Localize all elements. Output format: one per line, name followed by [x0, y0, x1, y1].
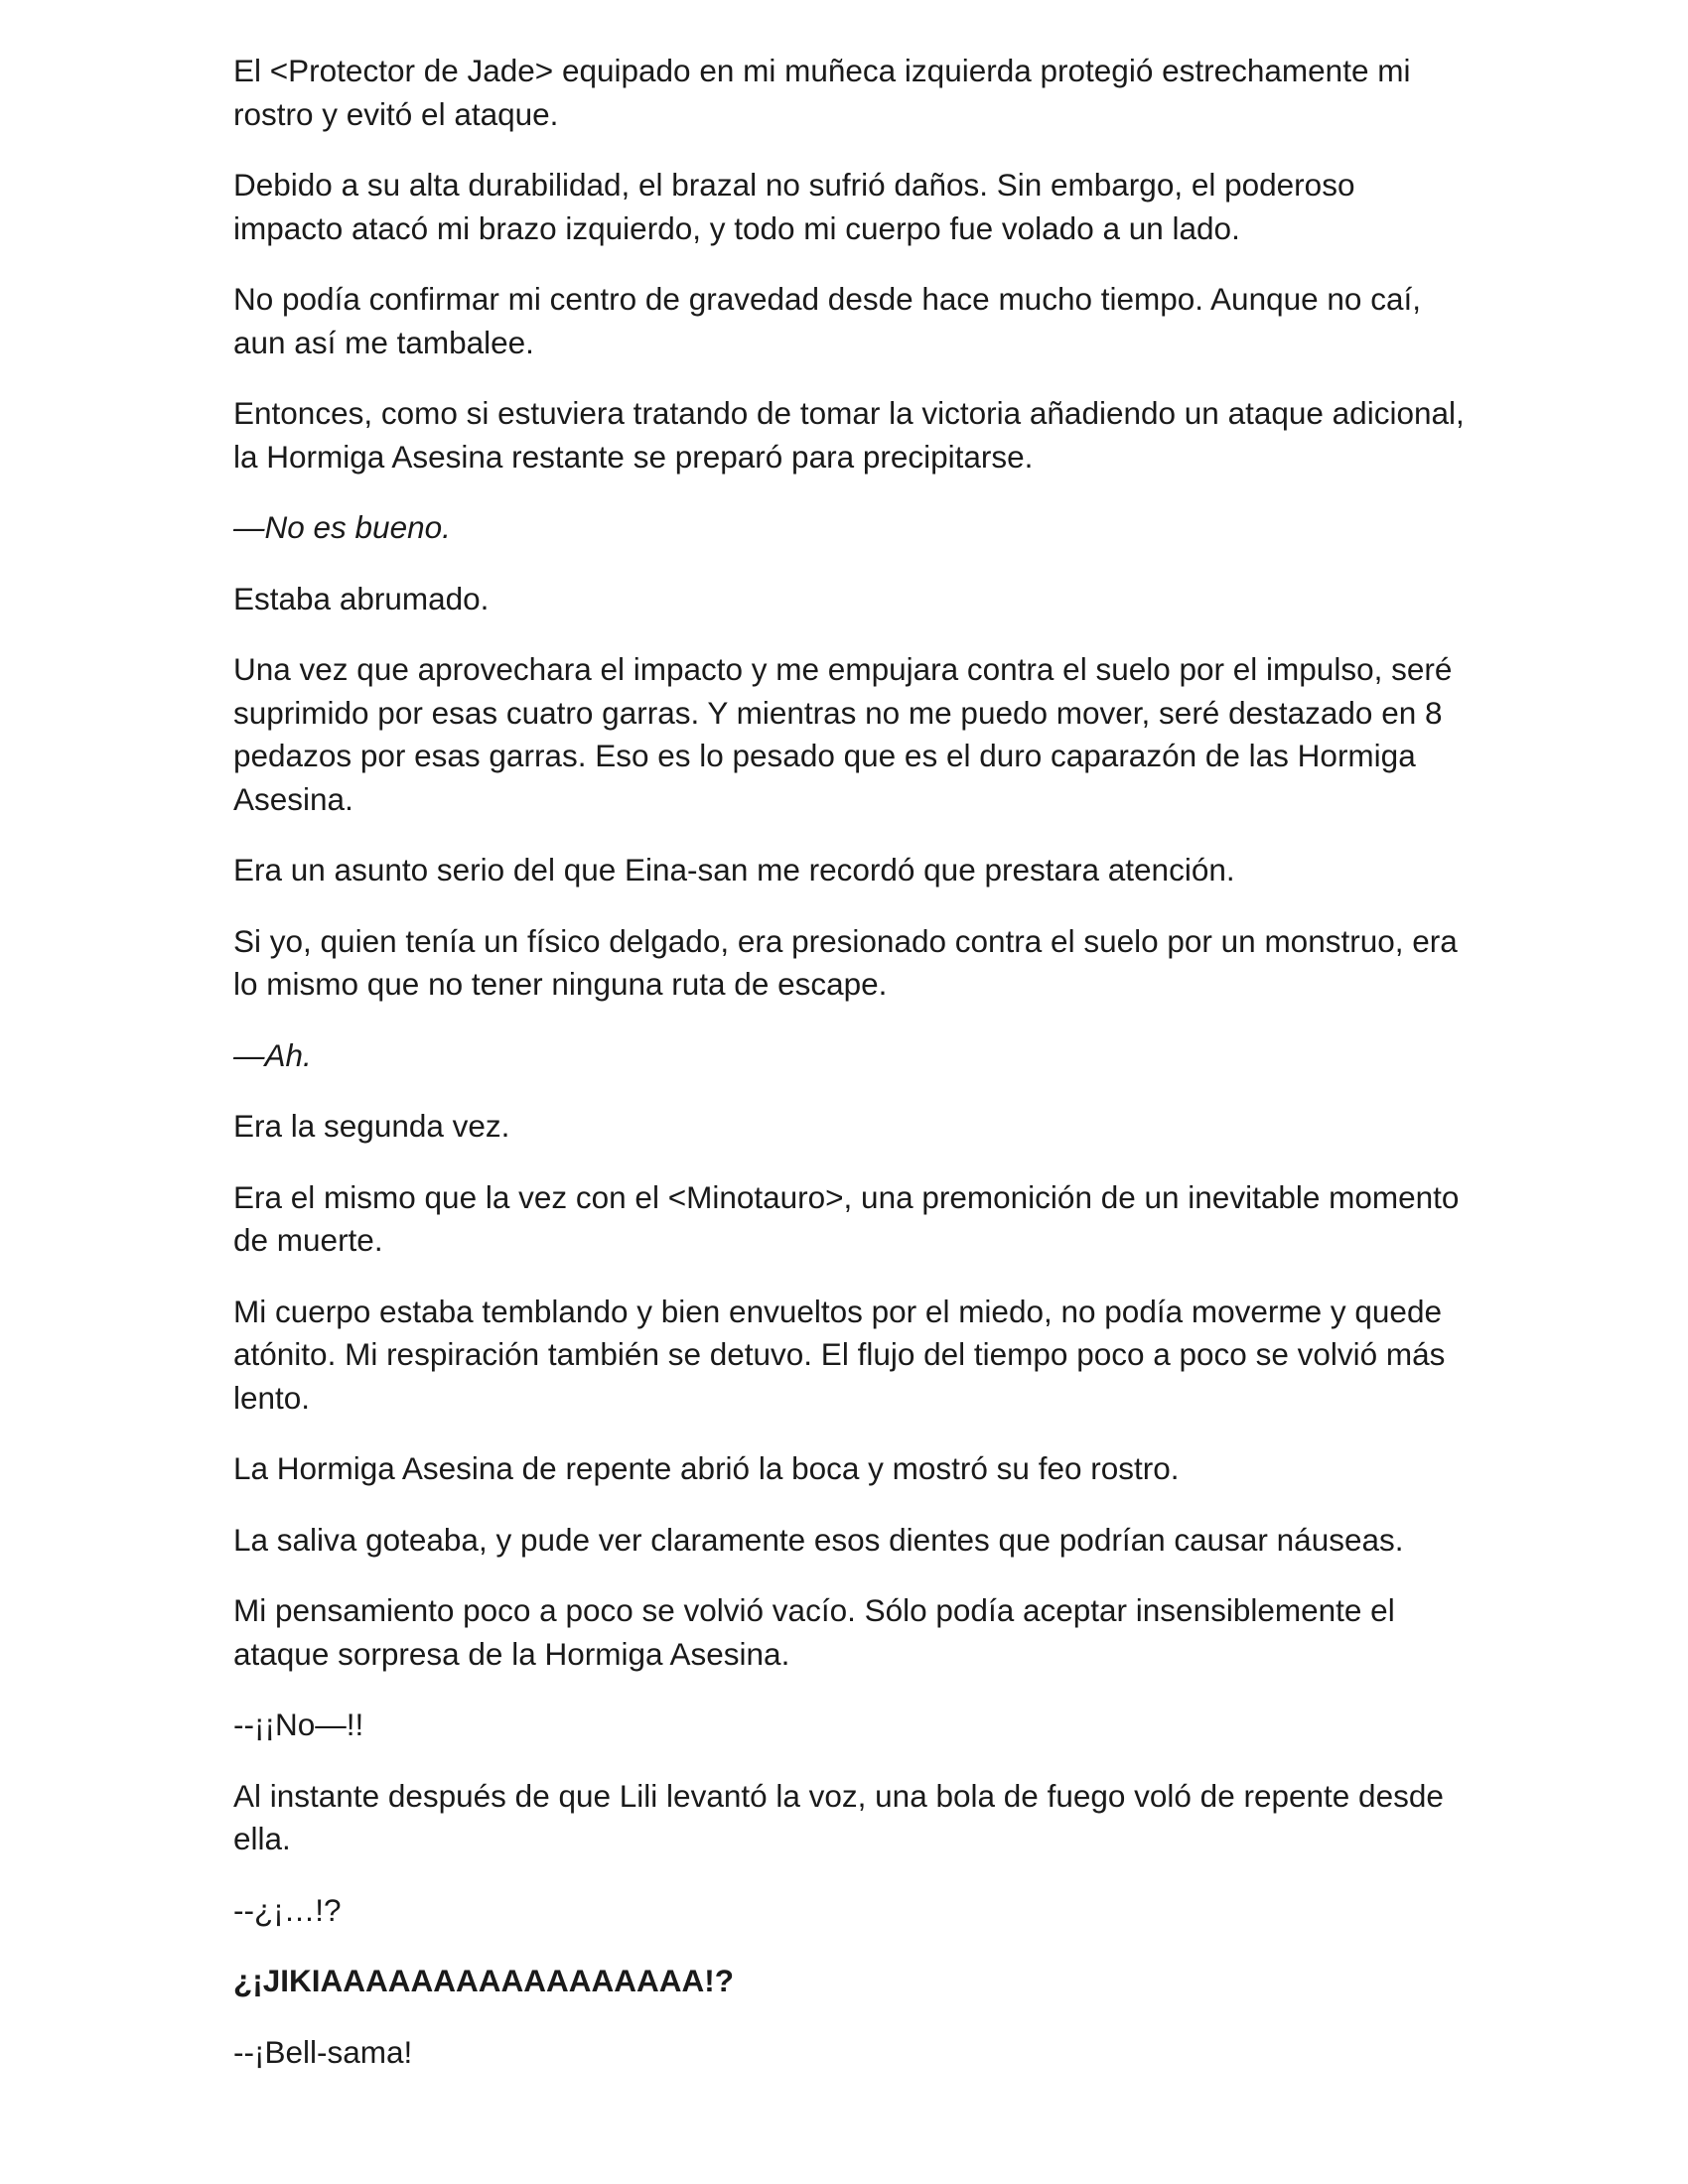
paragraph: Al instante después de que Lili levantó la voz, una bola de fuego voló de repente desde ella.	[233, 1777, 1444, 1856]
paragraph: Una vez que aprovechara el impacto y me empujara contra el suelo por el impulso, seré suprimido por esas cuatro garras. Y mientras no me puedo mover, seré destazado en 8 pedazos por esas garras. Eso es lo pesado que es el duro caparazón de las Hormiga Asesina.	[233, 651, 1453, 817]
paragraph: Era el mismo que la vez con el <Minotauro>, una premonición de un inevitable momento de muerte.	[233, 1178, 1460, 1258]
paragraph: Era la segunda vez.	[233, 1108, 510, 1144]
paragraph: Estaba abrumado.	[233, 580, 490, 616]
paragraph: No podía confirmar mi centro de gravedad desde hace mucho tiempo. Aunque no caí, aun así me tambalee.	[233, 281, 1421, 360]
document-page	[233, 50, 1465, 2102]
monster-scream: ¿¡JIKIAAAAAAAAAAAAAAAAA!?	[233, 1963, 734, 1998]
dialogue-line: --¡Bell-sama!	[233, 2033, 413, 2070]
paragraph: Mi cuerpo estaba temblando y bien envueltos por el miedo, no podía moverme y quede atónito. Mi respiración también se detuvo. El flujo del tiempo poco a poco se volvió más lento.	[233, 1293, 1446, 1416]
dialogue-line: —No es bueno.	[233, 509, 451, 545]
paragraph: La saliva goteaba, y pude ver claramente esos dientes que podrían causar náuseas.	[233, 1521, 1404, 1558]
dialogue-line: —Ah.	[233, 1036, 312, 1073]
paragraph: Mi pensamiento poco a poco se volvió vacío. Sólo podía aceptar insensiblemente el ataque sorpresa de la Hormiga Asesina.	[233, 1592, 1395, 1672]
paragraph: El <Protector de Jade> equipado en mi muñeca izquierda protegió estrechamente mi rostro y evitó el ataque.	[233, 53, 1411, 132]
paragraph: Entonces, como si estuviera tratando de tomar la victoria añadiendo un ataque adicional, la Hormiga Asesina restante se preparó para precipitarse.	[233, 395, 1465, 475]
paragraph: Era un asunto serio del que Eina-san me recordó que prestara atención.	[233, 852, 1235, 887]
dialogue-line: --¿¡…!?	[233, 1891, 342, 1928]
paragraph: La Hormiga Asesina de repente abrió la boca y mostró su feo rostro.	[233, 1450, 1180, 1486]
dialogue-line: --¡¡No—!!	[233, 1706, 364, 1742]
paragraph: Si yo, quien tenía un físico delgado, era presionado contra el suelo por un monstruo, era lo mismo que no tener ninguna ruta de escape.	[233, 922, 1458, 1002]
paragraph: Debido a su alta durabilidad, el brazal no sufrió daños. Sin embargo, el poderoso impacto atacó mi brazo izquierdo, y todo mi cuerpo fue volado a un lado.	[233, 167, 1355, 246]
